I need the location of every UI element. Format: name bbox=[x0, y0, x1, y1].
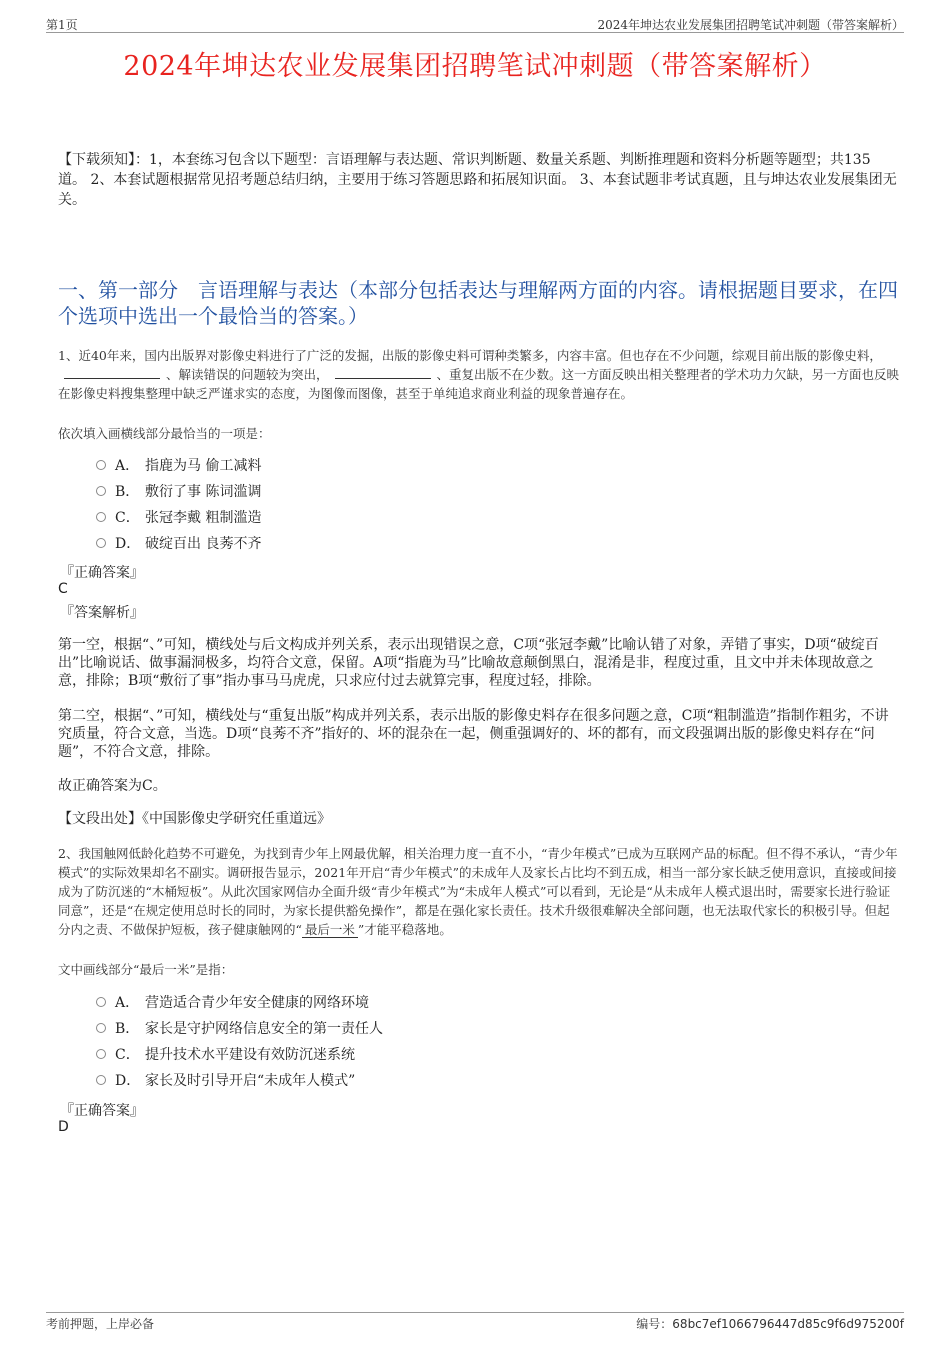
document-title: 2024年坤达农业发展集团招聘笔试冲刺题（带答案解析） bbox=[123, 51, 827, 82]
underlined-phrase: 最后一米 bbox=[302, 922, 358, 938]
option-d[interactable]: D． 破绽百出 良莠不齐 bbox=[96, 531, 261, 557]
option-a[interactable]: A． 营造适合青少年安全健康的网络环境 bbox=[96, 990, 383, 1016]
correct-answer: D bbox=[58, 1119, 69, 1135]
analysis-conclusion: 故正确答案为C。 bbox=[58, 778, 167, 794]
document-code: 编号：68bc7ef1066796447d85c9f6d975200f bbox=[636, 1317, 904, 1331]
radio-icon[interactable] bbox=[96, 1075, 106, 1085]
analysis-paragraph-2: 第二空，根据“、”可知，横线处与“重复出版”构成并列关系，表示出版的影像史料存在很多问题之意，C项“粗制滥造”指制作粗劣，不讲究质量，符合文意，当选。D项“良莠不齐”指好的、坏的混杂在一起，侧重强调好的、坏的都有，而文段强调出版的影像史料存在“问题”，不符合文意，排除。 bbox=[58, 708, 889, 760]
radio-icon[interactable] bbox=[96, 1023, 106, 1033]
option-c[interactable]: C． 提升技术水平建设有效防沉迷系统 bbox=[96, 1042, 383, 1068]
option-a[interactable]: A． 指鹿为马 偷工减料 bbox=[96, 453, 261, 479]
answer-label: 『正确答案』 bbox=[60, 565, 144, 581]
question-2-options bbox=[96, 990, 383, 1094]
radio-icon[interactable] bbox=[96, 512, 106, 522]
page-number: 第1页 bbox=[46, 18, 78, 32]
question-1-stem: 1、近40年来，国内出版界对影像史料进行了广泛的发掘，出版的影像史料可谓种类繁多，内容丰富。但也存在不少问题，综观目前出版的影像史料，、解读错误的问题较为突出， 、重复出版不在少数。这一方面反映出相关整理者的学术功力欠缺，另一方面也反映在影像史料搜集整理中缺乏严谨求实的态度，为图像而图像，甚至于单纯追求商业利益的现象普遍存在。 bbox=[58, 348, 900, 401]
page-footer bbox=[46, 1312, 904, 1331]
section-heading-1: 一、第一部分 言语理解与表达（本部分包括表达与理解两方面的内容。请根据题目要求，在四个选项中选出一个最恰当的答案。） bbox=[58, 278, 898, 328]
question-2-stem: 2、我国触网低龄化趋势不可避免，为找到青少年上网最优解，相关治理力度一直不小，“青少年模式”已成为互联网产品的标配。但不得不承认，“青少年模式”的实际效果却名不副实。调研报告显示，2021年开启“青少年模式”的未成年人及家长占比均不到五成，相当一部分家长缺乏使用意识，直接或间接成为了防沉迷的“木桶短板”。从此次国家网信办全面升级“青少年模式”为“未成年人模式”可以看到，无论是“从未成年人模式退出时，需要家长进行验证同意”，还是“在规定使用总时长的同时，为家长提供豁免操作”，都是在强化家长责任。技术升级很难解决全部问题，也无法取代家长的积极引导。但起分内之责、不做保护短板，孩子健康触网的“ 最后一米 ”才能平稳落地。 bbox=[58, 846, 898, 937]
option-c[interactable]: C． 张冠李戴 粗制滥造 bbox=[96, 505, 261, 531]
page-header bbox=[46, 14, 904, 33]
option-b[interactable]: B． 敷衍了事 陈词滥调 bbox=[96, 479, 261, 505]
option-b[interactable]: B． 家长是守护网络信息安全的第一责任人 bbox=[96, 1016, 383, 1042]
text-source: 【文段出处】《中国影像史学研究任重道远》 bbox=[58, 811, 331, 827]
radio-icon[interactable] bbox=[96, 1049, 106, 1059]
header-doc-title: 2024年坤达农业发展集团招聘笔试冲刺题（带答案解析） bbox=[597, 18, 904, 32]
radio-icon[interactable] bbox=[96, 997, 106, 1007]
question-2-prompt: 文中画线部分“最后一米”是指： bbox=[58, 962, 234, 977]
analysis-label: 『答案解析』 bbox=[60, 605, 144, 621]
footer-slogan: 考前押题，上岸必备 bbox=[46, 1317, 155, 1331]
question-1-prompt: 依次填入画横线部分最恰当的一项是： bbox=[58, 426, 271, 441]
radio-icon[interactable] bbox=[96, 538, 106, 548]
option-d[interactable]: D． 家长及时引导开启“未成年人模式” bbox=[96, 1068, 383, 1094]
fill-blank-2 bbox=[335, 366, 431, 379]
question-1-options bbox=[96, 453, 261, 557]
radio-icon[interactable] bbox=[96, 486, 106, 496]
download-notice: 【下载须知】：1，本套练习包含以下题型：言语理解与表达题、常识判断题、数量关系题、判断推理题和资料分析题等题型；共135道。 2、本套试题根据常见招考题总结归纳，主要用于练习答题思路和拓展知识面。 3、本套试题非考试真题，且与坤达农业发展集团无关。 bbox=[58, 152, 897, 208]
radio-icon[interactable] bbox=[96, 460, 106, 470]
correct-answer: C bbox=[58, 581, 68, 597]
answer-label: 『正确答案』 bbox=[60, 1103, 144, 1119]
fill-blank-1 bbox=[64, 366, 160, 379]
analysis-paragraph-1: 第一空，根据“、”可知，横线处与后文构成并列关系，表示出现错误之意，C项“张冠李戴”比喻认错了对象，弄错了事实，D项“破绽百出”比喻说话、做事漏洞极多，均符合文意，保留。A项“指鹿为马”比喻故意颠倒黑白，混淆是非，程度过重，且文中并未体现故意之意，排除；B项“敷衍了事”指办事马马虎虎，只求应付过去就算完事，程度过轻，排除。 bbox=[58, 637, 879, 689]
